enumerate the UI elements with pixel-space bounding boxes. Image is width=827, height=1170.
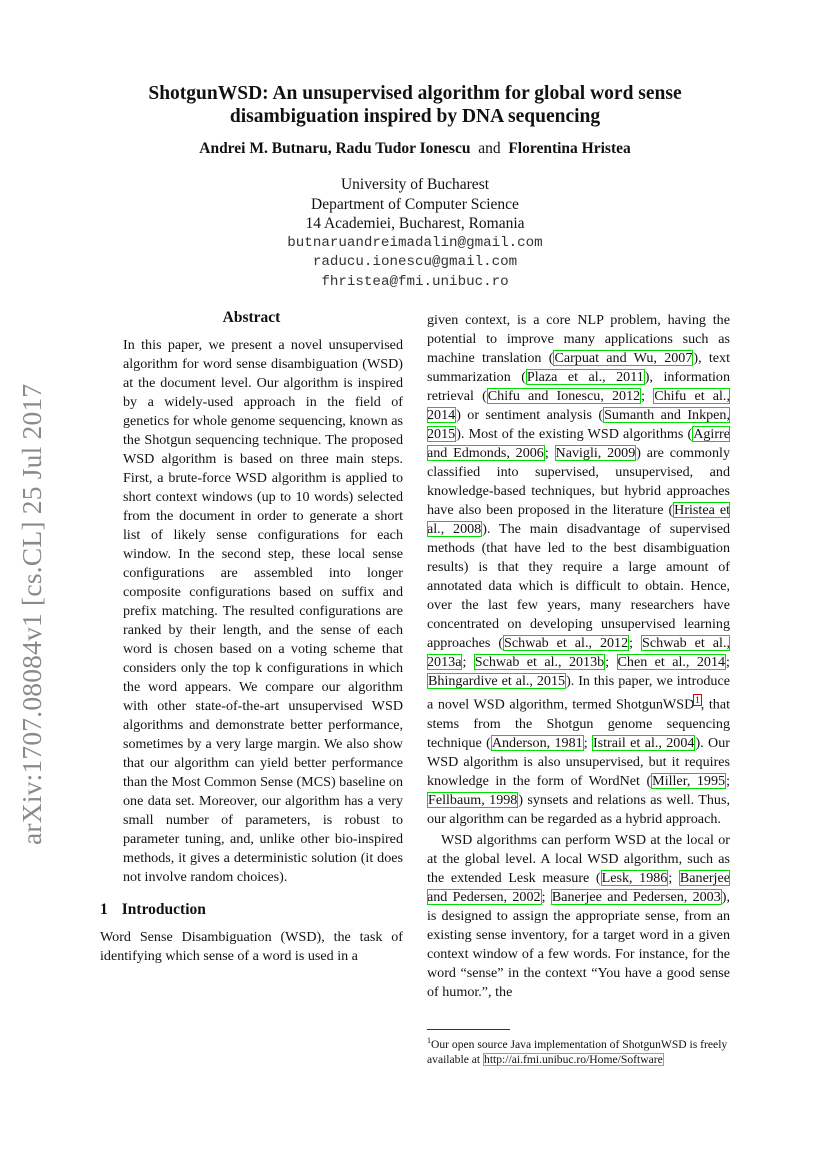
citation-link[interactable]: Carpuat and Wu, 2007 [554,350,693,366]
citation-link[interactable]: Plaza et al., 2011 [526,369,644,385]
citation-link[interactable]: Banerjee and Pedersen, 2003 [551,888,721,905]
citation-link[interactable]: Chen et al., 2014 [617,654,726,670]
body-text: ; [541,888,551,905]
paper-header [100,82,730,293]
arxiv-stamp: arXiv:1707.08084v1 [cs.CL] 25 Jul 2017 [16,383,47,845]
author-last: Florentina Hristea [508,140,631,157]
citation-link[interactable]: Fellbaum, 1998 [428,791,518,808]
footnote-mark: 1 [427,1036,431,1045]
body-text: , that stems from the Shotgun genome sequencing technique ( [427,696,730,751]
citation-link[interactable]: Sumanth and Inkpen, 2015 [427,407,730,442]
body-text: ) or sentiment analysis ( [456,407,604,423]
citation-link[interactable]: Bhingardive et al., 2015 [428,673,566,689]
body-text: ; [726,654,730,670]
citation-link[interactable]: Navigli, 2009 [555,445,636,461]
body-text: ; [544,445,555,461]
footnote [427,1033,730,1067]
body-text: ). The main disadvantage of supervised methods (that have led to the best disambiguation results) is that they require a large amount of annotated data which is difficult to obtain. Hence, over the last few years, many researchers have concentrated on developing unsupervised learning approaches ( [427,521,730,651]
author-list [100,140,730,158]
citation-link[interactable]: Chifu et al., 2014 [427,388,730,423]
citation-link[interactable]: Schwab et al., 2013a [427,635,730,670]
title-line-2: disambiguation inspired by DNA sequencing [229,106,601,127]
citation-link[interactable]: Hristea et al., 2008 [427,502,730,537]
department: Department of Computer Science [311,195,519,213]
body-text: ; [668,869,679,886]
body-text: ; [462,654,474,670]
body-text: ; [629,635,642,651]
body-text: ). Our WSD algorithm is also unsupervised, but it requires knowledge in the form of WordNet ( [427,734,730,789]
email-3: fhristea@fmi.unibuc.ro [321,273,509,290]
abstract-heading: Abstract [222,309,281,326]
citation-link[interactable]: Agirre and Edmonds, 2006 [427,426,730,461]
body-text: ; [605,654,617,670]
citation-link[interactable]: Miller, 1995 [652,772,726,789]
abstract-body: In this paper, we present a novel unsupervised algorithm for word sense disambiguation (WSD) at the document level. Our algorithm is inspired by a widely-used approach in the field of genetics for whole genome sequencing, known as the Shotgun sequencing technique. The proposed WSD algorithm is based on three main steps. First, a brute-force WSD algorithm is applied to short context windows (up to 10 words) selected from the document in order to generate a short list of likely sense configurations for each window. In the second step, these local sense configurations are assembled into longer composite configurations based on suffix and prefix matching. The resulted configurations are ranked by their length, and the sense of each word is chosen based on a voting scheme that considers only the top k configurations in which the word appears. We compare our algorithm with other state-of-the-art unsupervised WSD algorithms and demonstrate better performance, sometimes by a very large margin. We also show that our algorithm can yield better performance than the Most Common Sense (MCS) baseline on one data set. Moreover, our algorithm has a very small number of parameters, is robust to parameter tuning, and, unlike other bio-inspired methods, it gives a deterministic solution (it does not involve random choices). [123,337,403,885]
address: 14 Academiei, Bucharest, Romania [305,215,525,233]
body-text: ). In this paper, we introduce a novel WSD algorithm, termed ShotgunWSD [427,673,730,713]
body-text: ). Most of the existing WSD algorithms ( [456,426,693,442]
citation-link[interactable]: Lesk, 1986 [601,869,668,886]
body-text: ), information retrieval ( [427,369,730,404]
footnote-ref-link[interactable]: 1 [695,695,700,705]
citation-link[interactable]: Chifu and Ionescu, 2012 [487,388,641,404]
body-text: ) are commonly classified into supervised, unsupervised, and knowledge-based techniques, but hybrid approaches have also been proposed in the literature ( [427,445,730,518]
left-column [100,309,403,966]
paper-title [100,82,730,128]
footnote-text: Our open source Java implementation of ShotgunWSD is freely available at [427,1037,728,1066]
author-names: Andrei M. Butnaru, Radu Tudor Ionescu [199,140,471,157]
author-and: and [478,140,501,157]
body-text: ), is designed to assign the appropriate sense, from an existing sense inventory, for a target word in a given context window of a few words. For instance, for the word “sense” in the context “You have a good sense of humor.”, the [427,888,730,1000]
email-1: butnaruandreimadalin@gmail.com [287,234,543,251]
citation-link[interactable]: Schwab et al., 2012 [504,635,629,651]
intro-paragraph-2 [427,831,730,1002]
body-text: ), text summarization ( [427,350,731,385]
citation-link[interactable]: Schwab et al., 2013b [474,654,605,670]
citation-link[interactable]: Istrail et al., 2004 [592,734,695,751]
body-text: given context, is a core NLP problem, having the potential to improve many applications such as machine translation ( [427,312,730,366]
citation-link[interactable]: Banerjee and Pedersen, 2002 [427,869,730,905]
footnote-link[interactable]: http://ai.fmi.unibuc.ro/Home/Software [484,1052,663,1066]
email-2: raducu.ionescu@gmail.com [312,254,518,271]
body-text: ; [726,772,730,789]
section-title: Introduction [121,901,206,918]
body-text: ; [583,734,592,751]
footnote-rule [427,1029,510,1030]
right-column [427,311,730,1002]
university: University of Bucharest [340,176,490,193]
body-text: ; [641,388,654,404]
title-line-1: ShotgunWSD: An unsupervised algorithm for global word sense [148,83,682,104]
citation-link[interactable]: Anderson, 1981 [491,734,583,751]
body-text: WSD algorithms can perform WSD at the local or at the global level. A local WSD algorithm, such as the extended Lesk measure ( [427,831,730,886]
section-number: 1 [100,901,108,918]
affiliation [100,175,730,293]
intro-paragraph-1 [427,311,730,829]
intro-paragraph-start: Word Sense Disambiguation (WSD), the task of identifying which sense of a word is used in a [100,929,403,964]
body-text: ) synsets and relations as well. Thus, our algorithm can be regarded as a hybrid approach. [427,791,730,827]
section-heading-introduction [100,901,403,919]
